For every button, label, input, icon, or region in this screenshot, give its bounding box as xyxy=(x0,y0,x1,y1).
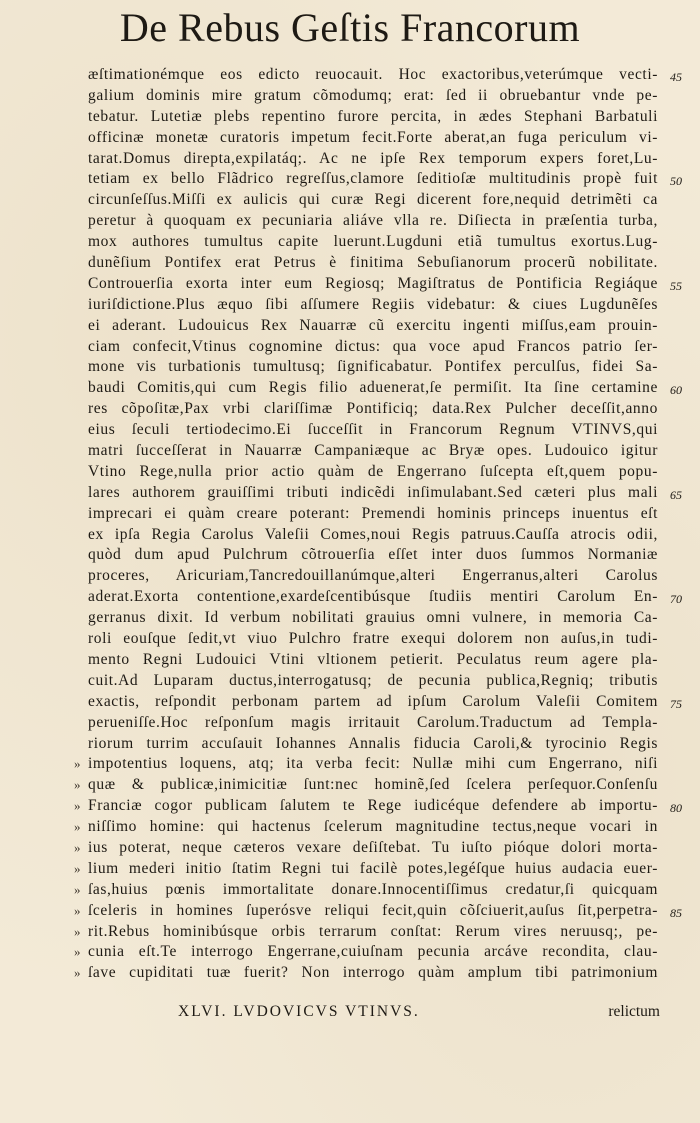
quotation-marker: » xyxy=(74,923,81,939)
line-text: proceres, Aricuriam,Tancredouillanúmque,alteri Engerranus,alteri Carolus xyxy=(88,567,658,585)
text-line xyxy=(74,880,664,901)
text-line xyxy=(88,713,664,734)
line-number: 85 xyxy=(670,905,682,920)
line-text: ſas,huius pœnis immortalitate donare.Innocentiſſimus credatur,ſi quicquam xyxy=(88,880,658,898)
line-text: tetiam ex bello Flãdrico regreſſus,clamore ſeditioſæ multitudinis propè fuit xyxy=(88,170,658,188)
line-text: exactis, reſpondit perbonam partem ad ipſum Carolum Valeſii Comitem xyxy=(88,692,658,710)
quotation-marker: » xyxy=(74,902,81,918)
line-text: ius poterat, neque cæteros vexare deſiſtebat. Tu iuſto pióque dolori morta- xyxy=(88,838,658,856)
text-line xyxy=(88,378,682,399)
text-line xyxy=(88,190,664,211)
text-line xyxy=(88,232,664,253)
line-text: mento Regni Ludouici Vtini vltionem petierit. Peculatus reum agere pla- xyxy=(88,650,658,668)
line-text: ei aderant. Ludouicus Rex Nauarræ cũ exercitu ingenti miſſus,eam prouin- xyxy=(88,316,658,334)
page-title: De Rebus Geſtis Francorum xyxy=(119,5,581,50)
line-text: riorum turrim accuſauit Iohannes Annalis fiducia Caroli,& tyrocinio Regis xyxy=(88,734,658,752)
line-text: quæ & publicæ,inimicitiæ ſunt:nec hominẽ,ſed ſcelera perſequor.Conſenſu xyxy=(88,776,658,794)
line-number: 65 xyxy=(670,487,682,502)
line-text: Controuerſia exorta inter eum Regiosq; Magiſtratus de Pontificia Regiáque xyxy=(88,274,658,292)
text-line xyxy=(88,337,664,358)
text-line xyxy=(88,128,664,149)
main-text-block xyxy=(74,65,682,984)
text-line xyxy=(88,399,664,420)
text-line xyxy=(88,734,664,755)
text-line xyxy=(88,253,664,274)
text-line xyxy=(88,149,664,170)
text-line xyxy=(74,859,664,880)
line-text: baudi Comitis,qui cum Regis filio aduenerat,ſe permiſit. Ita ſine certamine xyxy=(88,379,658,397)
text-line xyxy=(88,169,682,190)
text-line xyxy=(88,420,664,441)
text-line xyxy=(88,107,664,128)
line-number: 55 xyxy=(670,278,682,293)
line-text: roli eouſque ſedit,vt viuo Pulchro fratre exequi dolorem non auſus,in tudi- xyxy=(88,630,658,648)
line-text: res cõpoſitæ,Pax vrbi clariſſimæ Pontificiq; data.Rex Pulcher deceſſit,anno xyxy=(88,400,658,418)
line-text: æſtimationémque eos edicto reuocauit. Hoc exactoribus,veterúmque vecti- xyxy=(88,66,658,83)
line-text: mone vis turbationis tumultusq; ſignificabatur. Pontifex perculſus, fidei Sa- xyxy=(88,358,658,376)
text-line xyxy=(88,692,682,713)
text-line xyxy=(74,754,664,775)
text-line xyxy=(74,963,664,984)
text-line xyxy=(88,566,664,587)
page-footer xyxy=(88,1003,664,1025)
line-text: imprecari ei quàm creare poterant: Premendi hominis princeps inuentus eſt xyxy=(88,504,658,522)
text-line xyxy=(74,775,664,796)
line-text: perueniſſe.Hoc reſponſum magis irritauit Carolum.Traductum ad Templa- xyxy=(88,713,658,731)
text-line xyxy=(74,796,682,817)
quotation-marker: » xyxy=(74,819,81,835)
text-line xyxy=(88,608,664,629)
text-line xyxy=(88,545,664,566)
line-text: ex ipſa Regia Carolus Valeſii Comes,noui Regis patruus.Cauſſa atrocis odii, xyxy=(88,525,658,543)
quotation-marker: » xyxy=(74,944,81,960)
line-text: ſceleris in homines ſuperósve reliqui fecit,quin cõſciuerit,auſus ſit,perpetra- xyxy=(88,901,658,919)
line-text: dunẽſium Pontifex erat Petrus è finitima Sebuſianorum procerũ nobilitate. xyxy=(88,254,658,272)
line-text: peretur à quoquam ex pecuniaria aliáve vlla re. Diſiecta in præſentia turba, xyxy=(88,212,658,230)
catchword: relictum xyxy=(608,1003,660,1020)
text-line xyxy=(88,483,682,504)
line-text: cunia eſt.Te interrogo Engerrane,cuiuſnam pecunia arcáve recondita, clau- xyxy=(88,943,658,961)
line-text: gerranus dixit. Id verbum nobilitati grauius omni vulnere, in memoria Ca- xyxy=(88,609,658,627)
line-number: 75 xyxy=(670,696,682,711)
text-line xyxy=(88,295,664,316)
quotation-marker: » xyxy=(74,965,81,981)
text-line xyxy=(88,441,664,462)
text-line xyxy=(88,587,682,608)
text-line xyxy=(88,65,682,86)
line-text: ciam confecit,Vtinus cognomine dictus: qua voce apud Francos patrio ſer- xyxy=(88,337,658,355)
line-text: matri ſucceſſerat in Nauarræ Campaniæque ac Bryæ opes. Ludouico igitur xyxy=(88,442,658,460)
text-line xyxy=(88,525,664,546)
line-text: galium dominis mire gratum cõmodumq; erat: ſed ii obruebantur vnde pe- xyxy=(88,86,658,104)
text-line xyxy=(88,211,664,232)
text-line xyxy=(88,650,664,671)
text-line xyxy=(74,838,664,859)
text-line xyxy=(88,504,664,525)
quotation-marker: » xyxy=(74,756,81,772)
line-text: tarat.Domus direpta,expilatáq;. Ac ne ipſe Rex temporum expers foret,Lu- xyxy=(88,149,658,167)
line-text: lares authorem grauiſſimi tributi indicẽdi inſimulabant.Sed cæteri plus mali xyxy=(88,483,658,501)
text-line xyxy=(88,629,664,650)
text-line xyxy=(74,817,664,838)
line-number: 70 xyxy=(670,592,682,607)
line-text: circunſeſſus.Miſſi ex aulicis qui curæ Regi dicerent fore,nequid detrimẽti ca xyxy=(88,191,658,209)
line-text: aderat.Exorta contentione,exardeſcentibúsque ſtudiis mentiri Carolum En- xyxy=(88,588,658,606)
line-number: 45 xyxy=(670,70,682,84)
text-line xyxy=(74,922,664,943)
line-text: cuit.Ad Luparam ductus,interrogatusq; de pecunia publica,Regniq; tributis xyxy=(88,671,658,689)
text-line xyxy=(88,86,664,107)
text-line xyxy=(88,357,664,378)
line-text: quòd dum apud Pulchrum cõtrouerſia eſſet inter duos ſummos Normaniæ xyxy=(88,546,658,564)
line-text: Vtino Rege,nulla prior actio quàm de Engerrano ſuſcepta eſt,quem popu- xyxy=(88,462,658,480)
line-number: 50 xyxy=(670,174,682,189)
quotation-marker: » xyxy=(74,860,81,876)
line-text: officinæ monetæ curatoris impetum fecit.Forte aberat,an fuga periculum vi- xyxy=(88,128,658,146)
text-line xyxy=(88,274,682,295)
quotation-marker: » xyxy=(74,839,81,855)
line-text: mox authores tumultus capite luerunt.Lugduni etiã tumultus exortus.Lug- xyxy=(88,233,658,251)
line-text: niſſimo homine: qui hactenus ſcelerum magnitudine tectus,neque vocari in xyxy=(88,818,658,836)
text-line xyxy=(74,942,664,963)
running-title: XLVI. LVDOVICVS VTINVS. xyxy=(178,1003,420,1020)
line-text: Franciæ cogor publicam ſalutem te Rege iudicéque defendere ab importu- xyxy=(88,797,658,815)
line-number: 80 xyxy=(670,801,682,816)
quotation-marker: » xyxy=(74,798,81,814)
text-line xyxy=(88,462,664,483)
line-number: 60 xyxy=(670,383,682,398)
line-text: impotentius loquens, atq; ita verba fecit: Nullæ mihi cum Engerrano, niſi xyxy=(88,755,658,773)
text-line xyxy=(88,671,664,692)
line-text: ſave cupiditati tuæ fuerit? Non interrogo quàm amplum tibi patrimonium xyxy=(88,964,658,982)
line-text: iuriſdictione.Plus æquo ſibi aſſumere Regiis videbatur: & ciues Lugdunẽſes xyxy=(88,295,658,313)
quotation-marker: » xyxy=(74,777,81,793)
text-line xyxy=(88,316,664,337)
line-text: rit.Rebus hominibúsque orbis terrarum conſtat: Rerum vires neruusq;, pe- xyxy=(88,922,658,940)
text-line xyxy=(74,901,682,922)
line-text: tebatur. Lutetiæ plebs repentino furore percita, in ædes Stephani Barbatuli xyxy=(88,107,658,125)
quotation-marker: » xyxy=(74,881,81,897)
line-text: lium mederi initio ſtatim Regni tui facilè potes,legéſque huius audacia euer- xyxy=(88,859,658,877)
line-text: eius ſeculi tertiodecimo.Ei ſucceſſit in Francorum Regnum VTINVS,qui xyxy=(88,421,658,439)
